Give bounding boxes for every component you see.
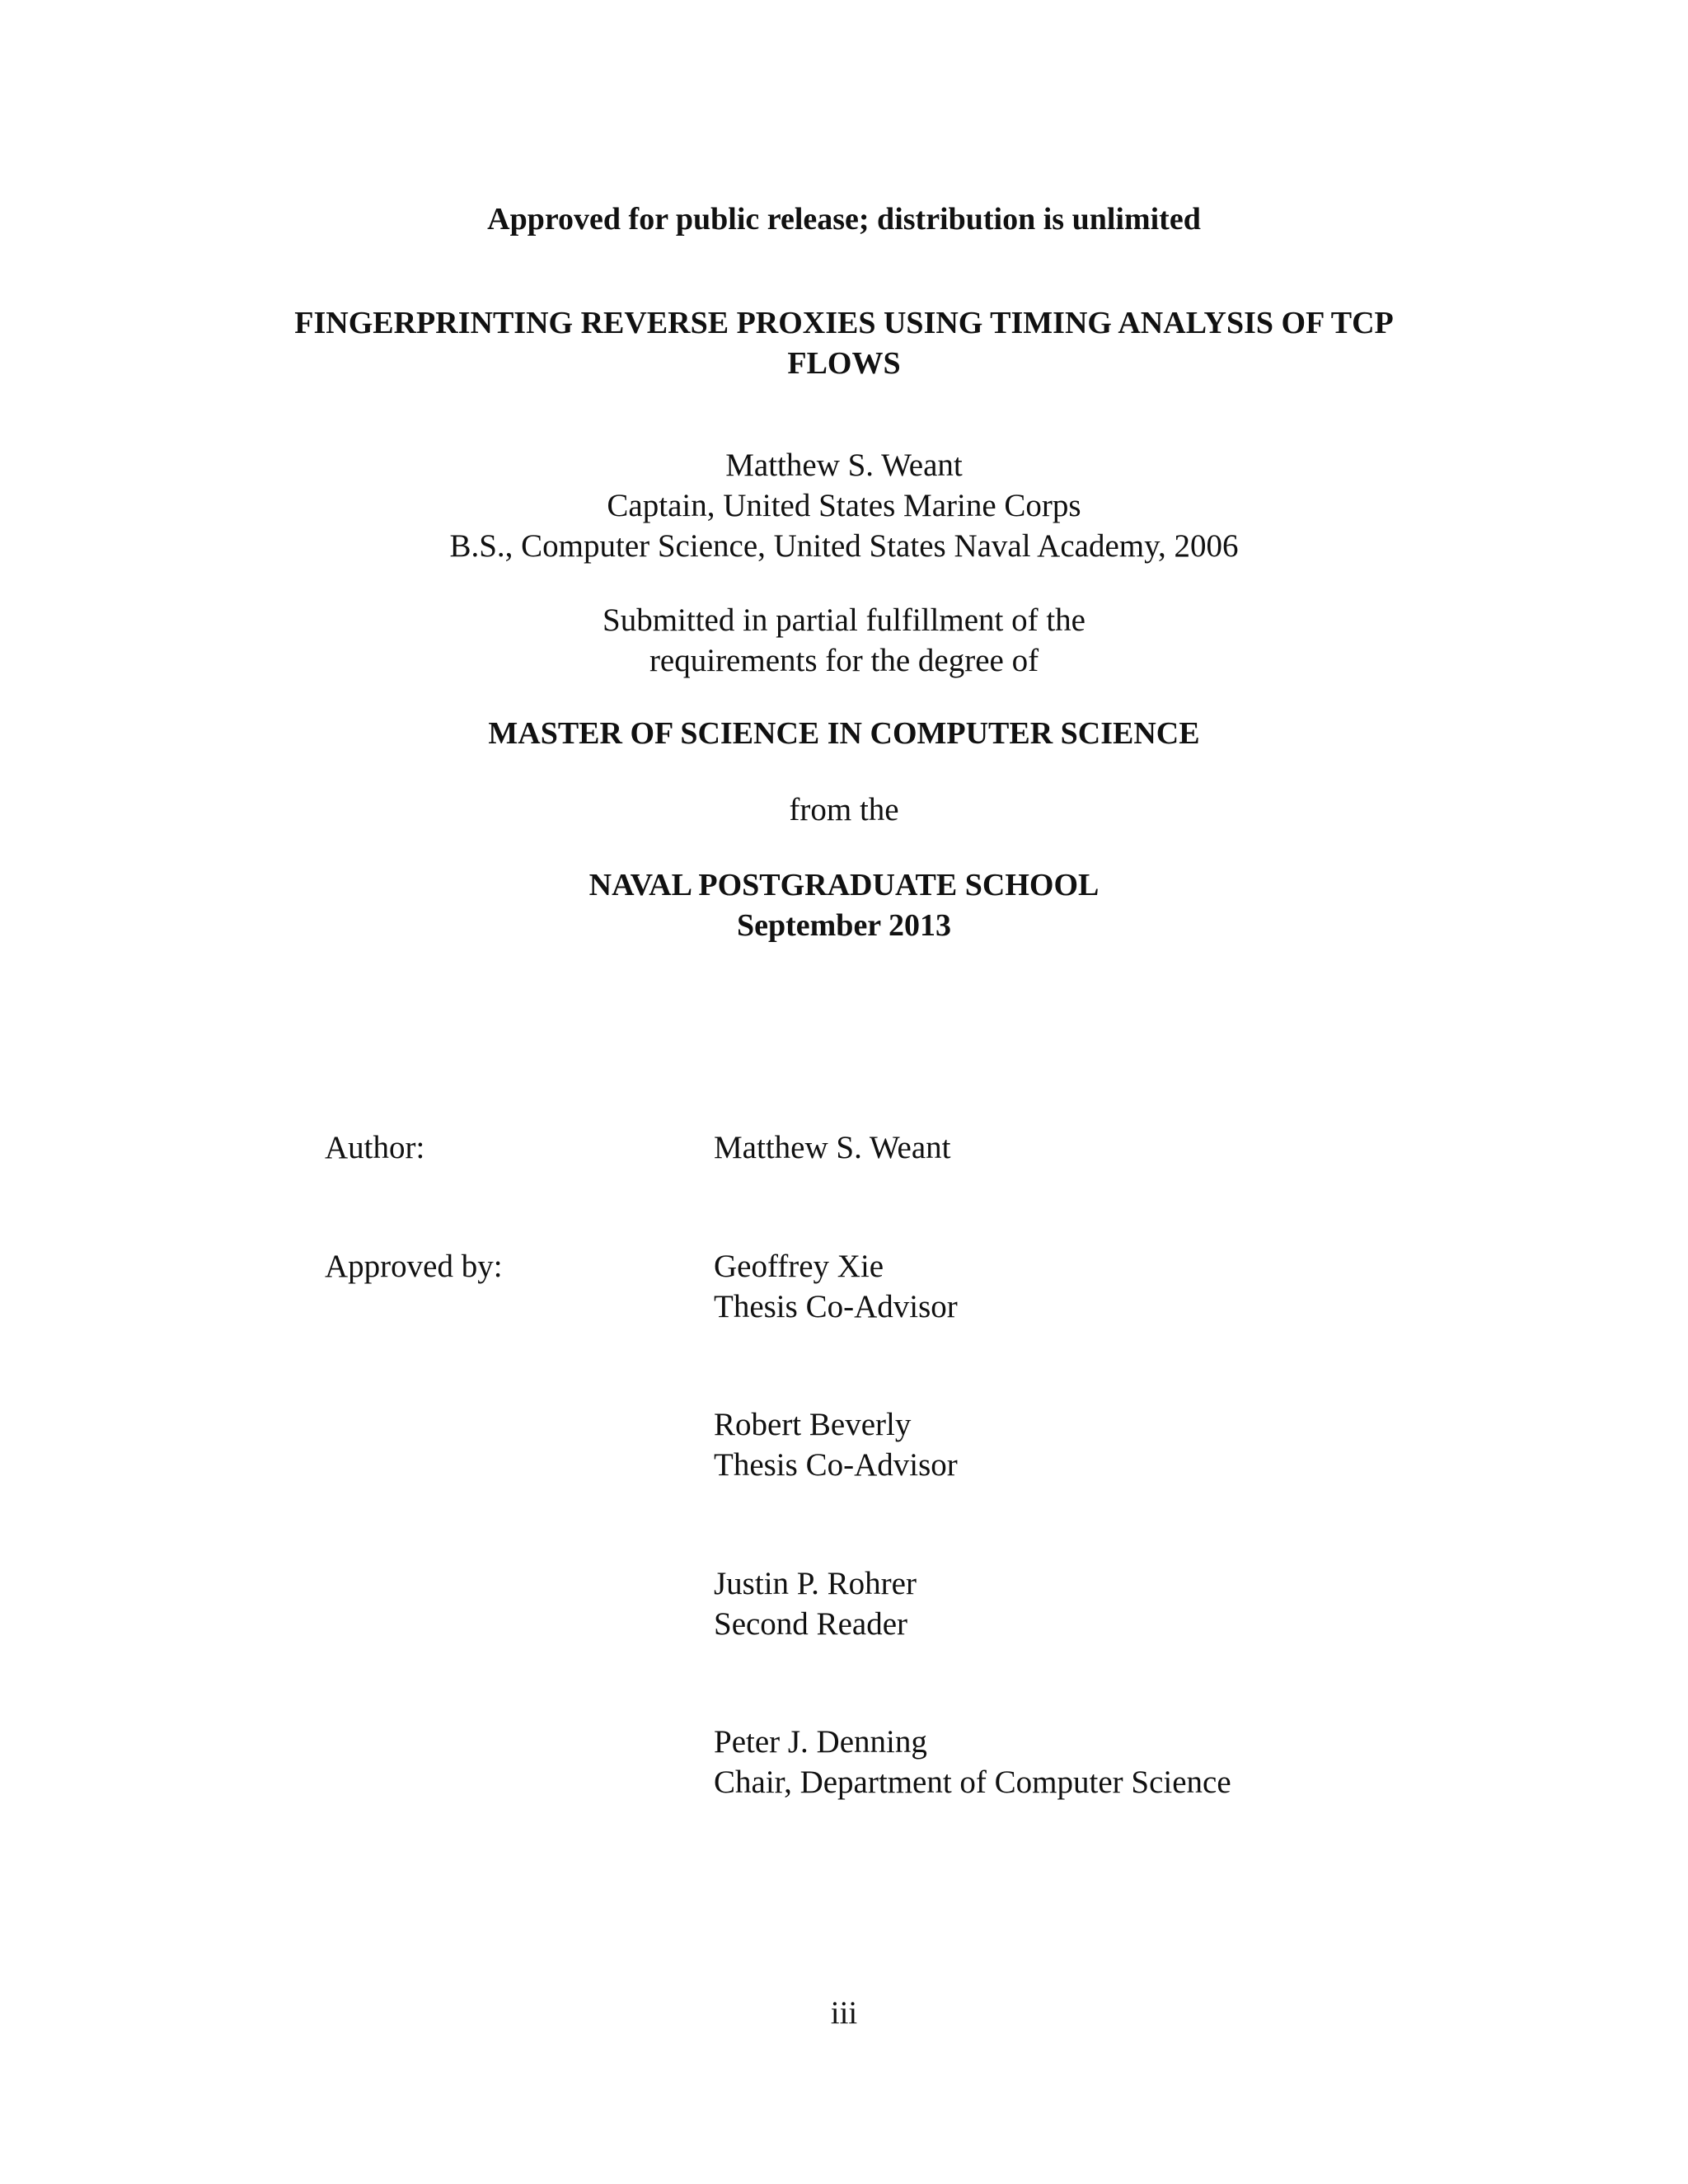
approver-signature bbox=[714, 1563, 917, 1644]
release-statement-text: Approved for public release; distribution is unlimited bbox=[487, 202, 1201, 237]
author-signature bbox=[714, 1127, 951, 1168]
thesis-title-line-2: FLOWS bbox=[787, 346, 901, 381]
degree-name bbox=[0, 714, 1688, 754]
approver-name: Robert Beverly bbox=[714, 1407, 912, 1442]
approver-name: Peter J. Denning bbox=[714, 1724, 927, 1760]
school-date: September 2013 bbox=[737, 908, 951, 943]
approver-role: Thesis Co-Advisor bbox=[714, 1289, 958, 1324]
approver-signature bbox=[714, 1246, 958, 1327]
author-rank: Captain, United States Marine Corps bbox=[607, 488, 1081, 523]
release-statement bbox=[0, 199, 1688, 240]
page-number: iii bbox=[830, 1995, 858, 2031]
approver-role: Second Reader bbox=[714, 1606, 907, 1642]
thesis-title-line-1: FINGERPRINTING REVERSE PROXIES USING TIMING ANALYSIS OF TCP bbox=[294, 306, 1394, 340]
approver-signature bbox=[714, 1722, 1231, 1802]
author-info bbox=[0, 445, 1688, 566]
submission-line-1: Submitted in partial fulfillment of the bbox=[603, 602, 1085, 638]
author-name: Matthew S. Weant bbox=[725, 448, 963, 483]
thesis-title bbox=[0, 303, 1688, 384]
approver-name: Justin P. Rohrer bbox=[714, 1566, 917, 1601]
author-label: Author: bbox=[325, 1130, 425, 1165]
approver-role: Thesis Co-Advisor bbox=[714, 1447, 958, 1483]
approved-by-label: Approved by: bbox=[325, 1249, 503, 1284]
submission-line-2: requirements for the degree of bbox=[649, 643, 1039, 678]
from-the-text: from the bbox=[789, 792, 899, 827]
degree-text: MASTER OF SCIENCE IN COMPUTER SCIENCE bbox=[488, 716, 1200, 751]
author-signature-name: Matthew S. Weant bbox=[714, 1130, 951, 1165]
approver-signature bbox=[714, 1404, 958, 1485]
school-info bbox=[0, 865, 1688, 946]
approver-name: Geoffrey Xie bbox=[714, 1249, 884, 1284]
from-the bbox=[0, 790, 1688, 830]
author-education: B.S., Computer Science, United States Naval Academy, 2006 bbox=[449, 528, 1239, 564]
approver-role: Chair, Department of Computer Science bbox=[714, 1765, 1231, 1800]
school-name: NAVAL POSTGRADUATE SCHOOL bbox=[588, 868, 1100, 902]
submission-statement bbox=[0, 600, 1688, 681]
